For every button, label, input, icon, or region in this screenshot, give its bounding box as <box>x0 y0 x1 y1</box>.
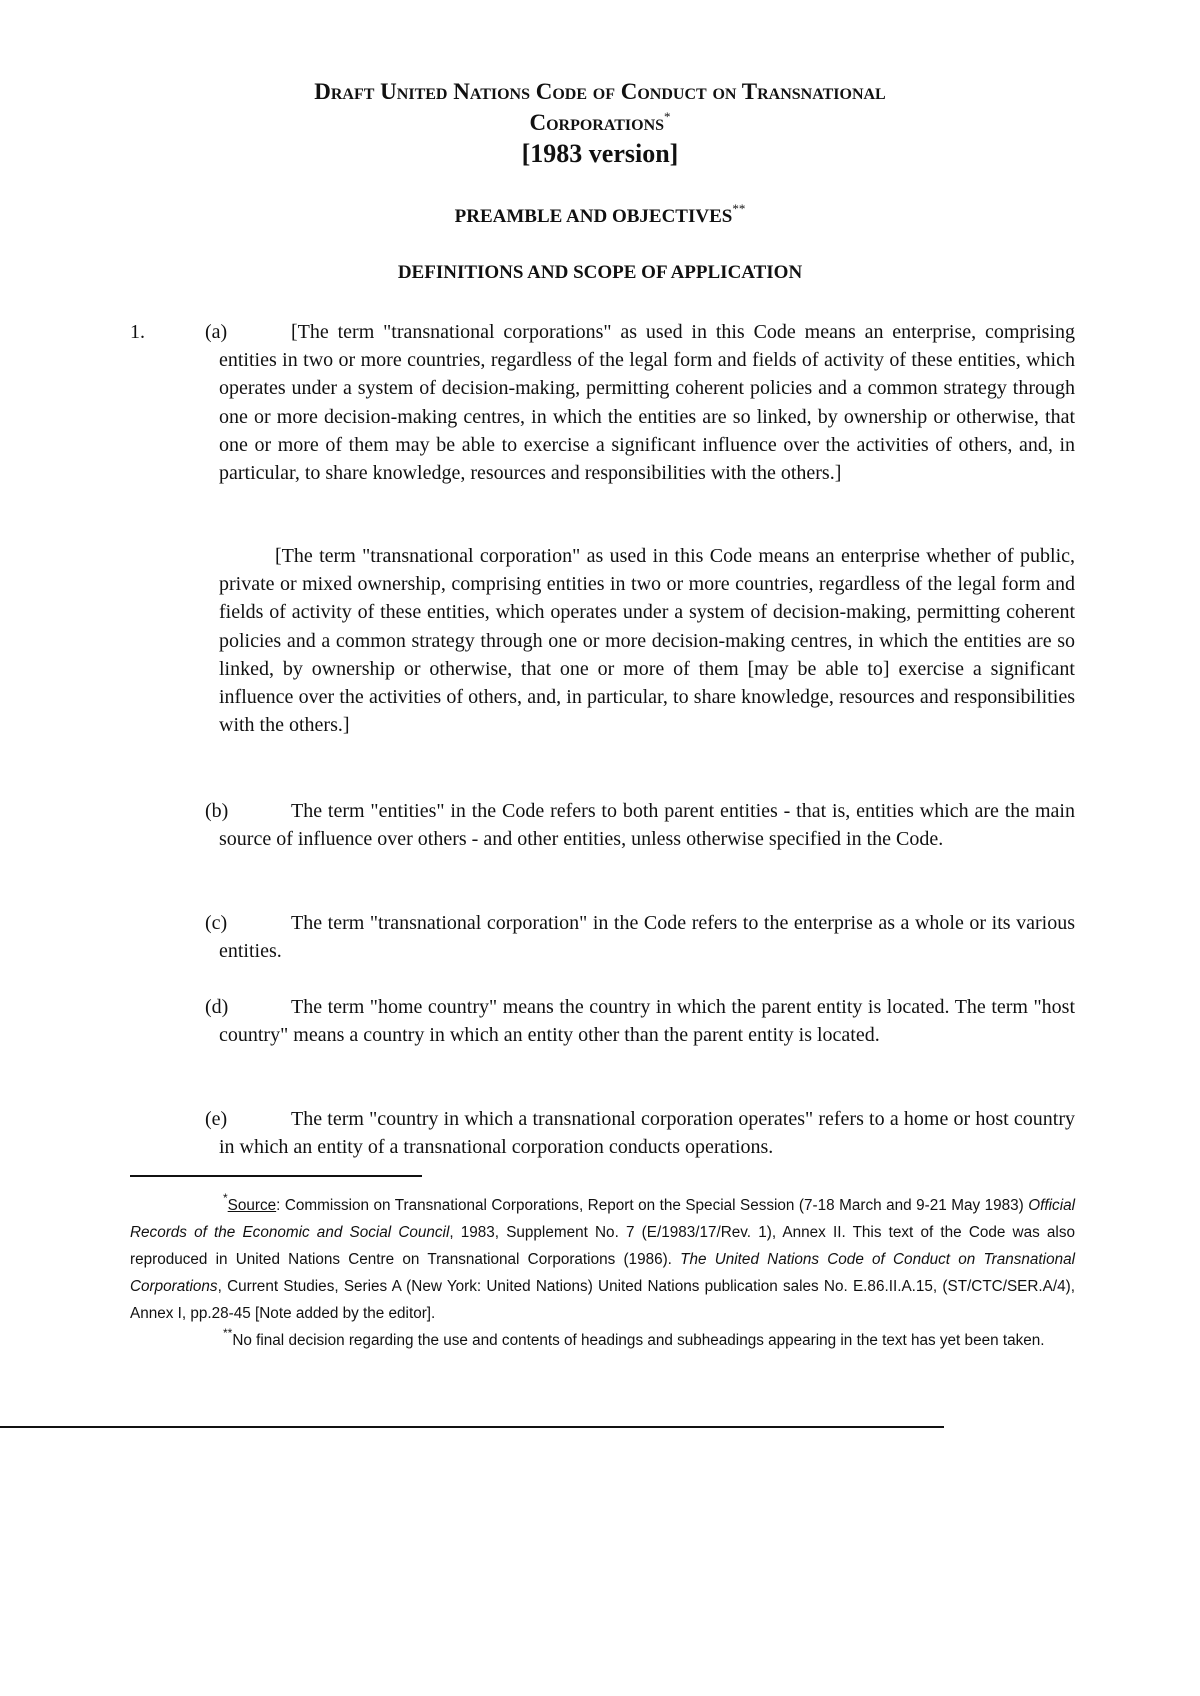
item-a-label: (a) <box>205 321 228 343</box>
footnote-1-italic-2: The United Nations Code of Conduct on Transnational Corporations <box>130 1251 1075 1295</box>
item-b-label: (b) <box>205 800 229 822</box>
title-line-2-text: Corporations <box>529 110 665 135</box>
item-a <box>205 318 1075 487</box>
item-d-label: (d) <box>205 996 229 1018</box>
title-line-2 <box>130 107 1070 138</box>
item-e-label: (e) <box>205 1108 228 1130</box>
heading-preamble <box>130 201 1070 228</box>
item-a-text: [The term "transnational corporations" as used in this Code means an enterprise, comprising entities in two or more countries, regardless of the legal form and fields of activity of these entities, which operates under a system of decision-making, permitting coherent policies and a common strategy through one or more decision-making centres, in which the entities are so linked, by ownership or otherwise, that one or more of them may be able to exercise a significant influence over the activities of others, and, in particular, to share knowledge, resources and responsibilities with the others.] <box>219 321 1075 485</box>
heading-preamble-text: PREAMBLE AND OBJECTIVES <box>454 206 733 227</box>
footnote-1 <box>130 1192 1075 1327</box>
heading-definitions: DEFINITIONS AND SCOPE OF APPLICATION <box>397 262 803 283</box>
item-c-label: (c) <box>205 912 228 934</box>
item-e <box>205 1105 1075 1161</box>
footnote-1-italic-1: Official Records of the Economic and Social Council <box>130 1197 1075 1241</box>
title-footnote-mark: * <box>664 109 671 124</box>
item-b-text: The term "entities" in the Code refers to both parent entities - that is, entities which are the main source of influence over others - and other entities, unless otherwise specified in the Code. <box>219 800 1075 851</box>
title-line-1: Draft United Nations Code of Conduct on Transnational <box>314 79 886 104</box>
footnote-separator <box>130 1175 422 1177</box>
footnote-1-part-1: : Commission on Transnational Corporations, Report on the Special Session (7-18 March and 9-21 May 1983) <box>276 1197 1029 1214</box>
footnote-1-part-2: , 1983, Supplement No. 7 (E/1983/17/Rev. 1), Annex II. This text of the Code was also reproduced in United Nations Centre on Transnational Corporations (1986). <box>130 1224 1075 1268</box>
item-d <box>205 993 1075 1049</box>
footnote-1-mark: * <box>223 1191 228 1205</box>
item-b <box>205 797 1075 853</box>
heading-preamble-footnote-mark: ** <box>732 201 746 216</box>
item-e-text: The term "country in which a transnational corporation operates" refers to a home or host country in which an entity of a transnational corporation conducts operations. <box>219 1108 1075 1159</box>
title-version: [1983 version] <box>521 139 679 168</box>
item-d-text: The term "home country" means the country in which the parent entity is located. The term "host country" means a country in which an entity other than the parent entity is located. <box>219 996 1075 1047</box>
item-a-alternative-text: [The term "transnational corporation" as used in this Code means an enterprise whether of public, private or mixed ownership, comprising entities in two or more countries, regardless of the legal form and fields of activity of these entities, which operates under a system of decision-making, permitting coherent policies and a common strategy through one or more decision-making centres, in which the entities are so linked, by ownership or otherwise, that one or more of them [may be able to] exercise a significant influence over the activities of others, and, in particular, to share knowledge, resources and responsibilities with the others.] <box>219 545 1075 737</box>
footnote-2 <box>130 1327 1075 1354</box>
footnote-2-text: No final decision regarding the use and contents of headings and subheadings appearing in the text has yet been taken. <box>232 1332 1045 1349</box>
page-bottom-rule <box>0 1426 944 1428</box>
footnote-1-source-label: Source <box>227 1197 277 1214</box>
section-number: 1. <box>130 321 145 343</box>
footnote-1-part-3: , Current Studies, Series A (New York: United Nations) United Nations publication sales No. E.86.II.A.15, (ST/CTC/SER.A/4), Annex I, pp.28-45 [Note added by the editor]. <box>130 1278 1075 1322</box>
item-c-text: The term "transnational corporation" in the Code refers to the enterprise as a whole or its various entities. <box>219 912 1075 963</box>
item-c <box>205 909 1075 965</box>
document-title <box>130 76 1070 169</box>
footnotes <box>130 1192 1075 1354</box>
footnote-2-mark: ** <box>223 1326 233 1340</box>
